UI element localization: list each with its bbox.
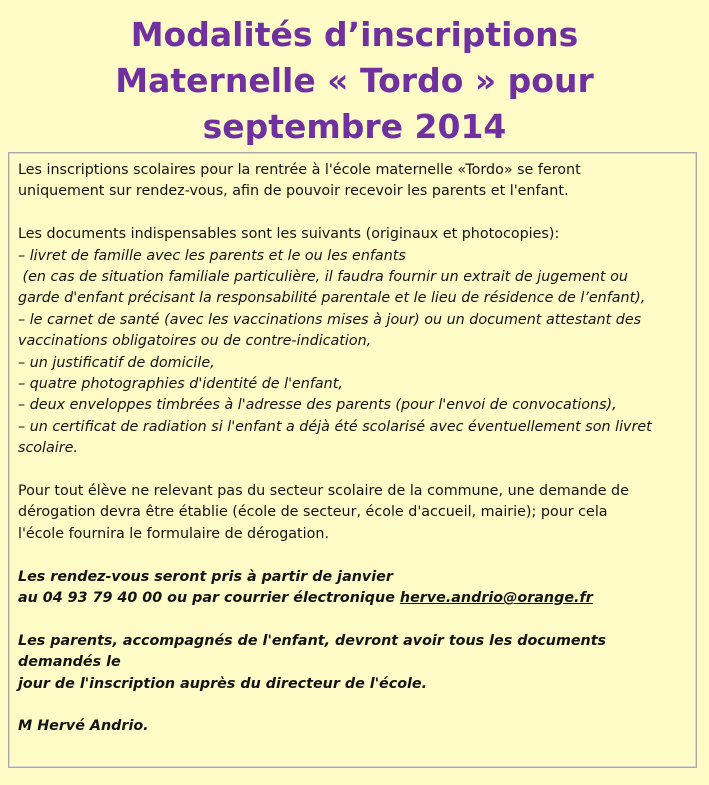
document-item: – deux enveloppes timbrées à l'adresse des parents (pour l'envoi de convocations), (18, 397, 617, 414)
page-title (0, 12, 709, 150)
title-line-2: Maternelle « Tordo » pour (115, 61, 594, 100)
document-item: – un justificatif de domicile, (18, 354, 215, 371)
intro-line-1: Les inscriptions scolaires pour la rentrée à l'école maternelle «Tordo» se feront (18, 162, 581, 178)
parents-note-line-2: jour de l'inscription auprès du directeur de l'école. (18, 675, 428, 692)
document-item: – le carnet de santé (avec les vaccinations mises à jour) ou un document attestant des (18, 311, 642, 328)
document-item: – livret de famille avec les parents et le ou les enfants (18, 247, 406, 264)
email-link[interactable]: herve.andrio@orange.fr (399, 590, 593, 607)
content-body (18, 160, 694, 738)
document-item: vaccinations obligatoires ou de contre-indication, (18, 333, 372, 350)
title-line-1: Modalités d’inscriptions (130, 15, 579, 54)
derogation-line-1: Pour tout élève ne relevant pas du secteur scolaire de la commune, une demande de (18, 483, 629, 500)
appointments-line-1: Les rendez-vous seront pris à partir de janvier (18, 568, 393, 585)
parents-note-line-1: Les parents, accompagnés de l'enfant, devront avoir tous les documents demandés le (18, 632, 607, 671)
title-line-3: septembre 2014 (202, 107, 507, 146)
derogation-line-2: dérogation devra être établie (école de secteur, école d'accueil, mairie); pour cela (18, 504, 608, 521)
document-item: garde d'enfant précisant la responsabilité parentale et le lieu de résidence de l’enfant), (18, 290, 646, 307)
document-item: scolaire. (18, 440, 78, 457)
intro-line-2: uniquement sur rendez-vous, afin de pouvoir recevoir les parents et l'enfant. (18, 183, 569, 200)
document-item: – quatre photographies d'identité de l'enfant, (18, 376, 343, 393)
signature: M Hervé Andrio. (18, 718, 149, 735)
documents-heading: Les documents indispensables sont les suivants (originaux et photocopies): (18, 226, 560, 243)
appointments-phone-text: au 04 93 79 40 00 ou par courrier électronique (18, 590, 400, 607)
document-item: (en cas de situation familiale particulière, il faudra fournir un extrait de jugement ou (18, 269, 628, 286)
appointments-line-2 (18, 588, 694, 609)
derogation-line-3: l'école fournira le formulaire de dérogation. (18, 525, 329, 542)
document-item: – un certificat de radiation si l'enfant a déjà été scolarisé avec éventuellement son livret (18, 418, 652, 435)
